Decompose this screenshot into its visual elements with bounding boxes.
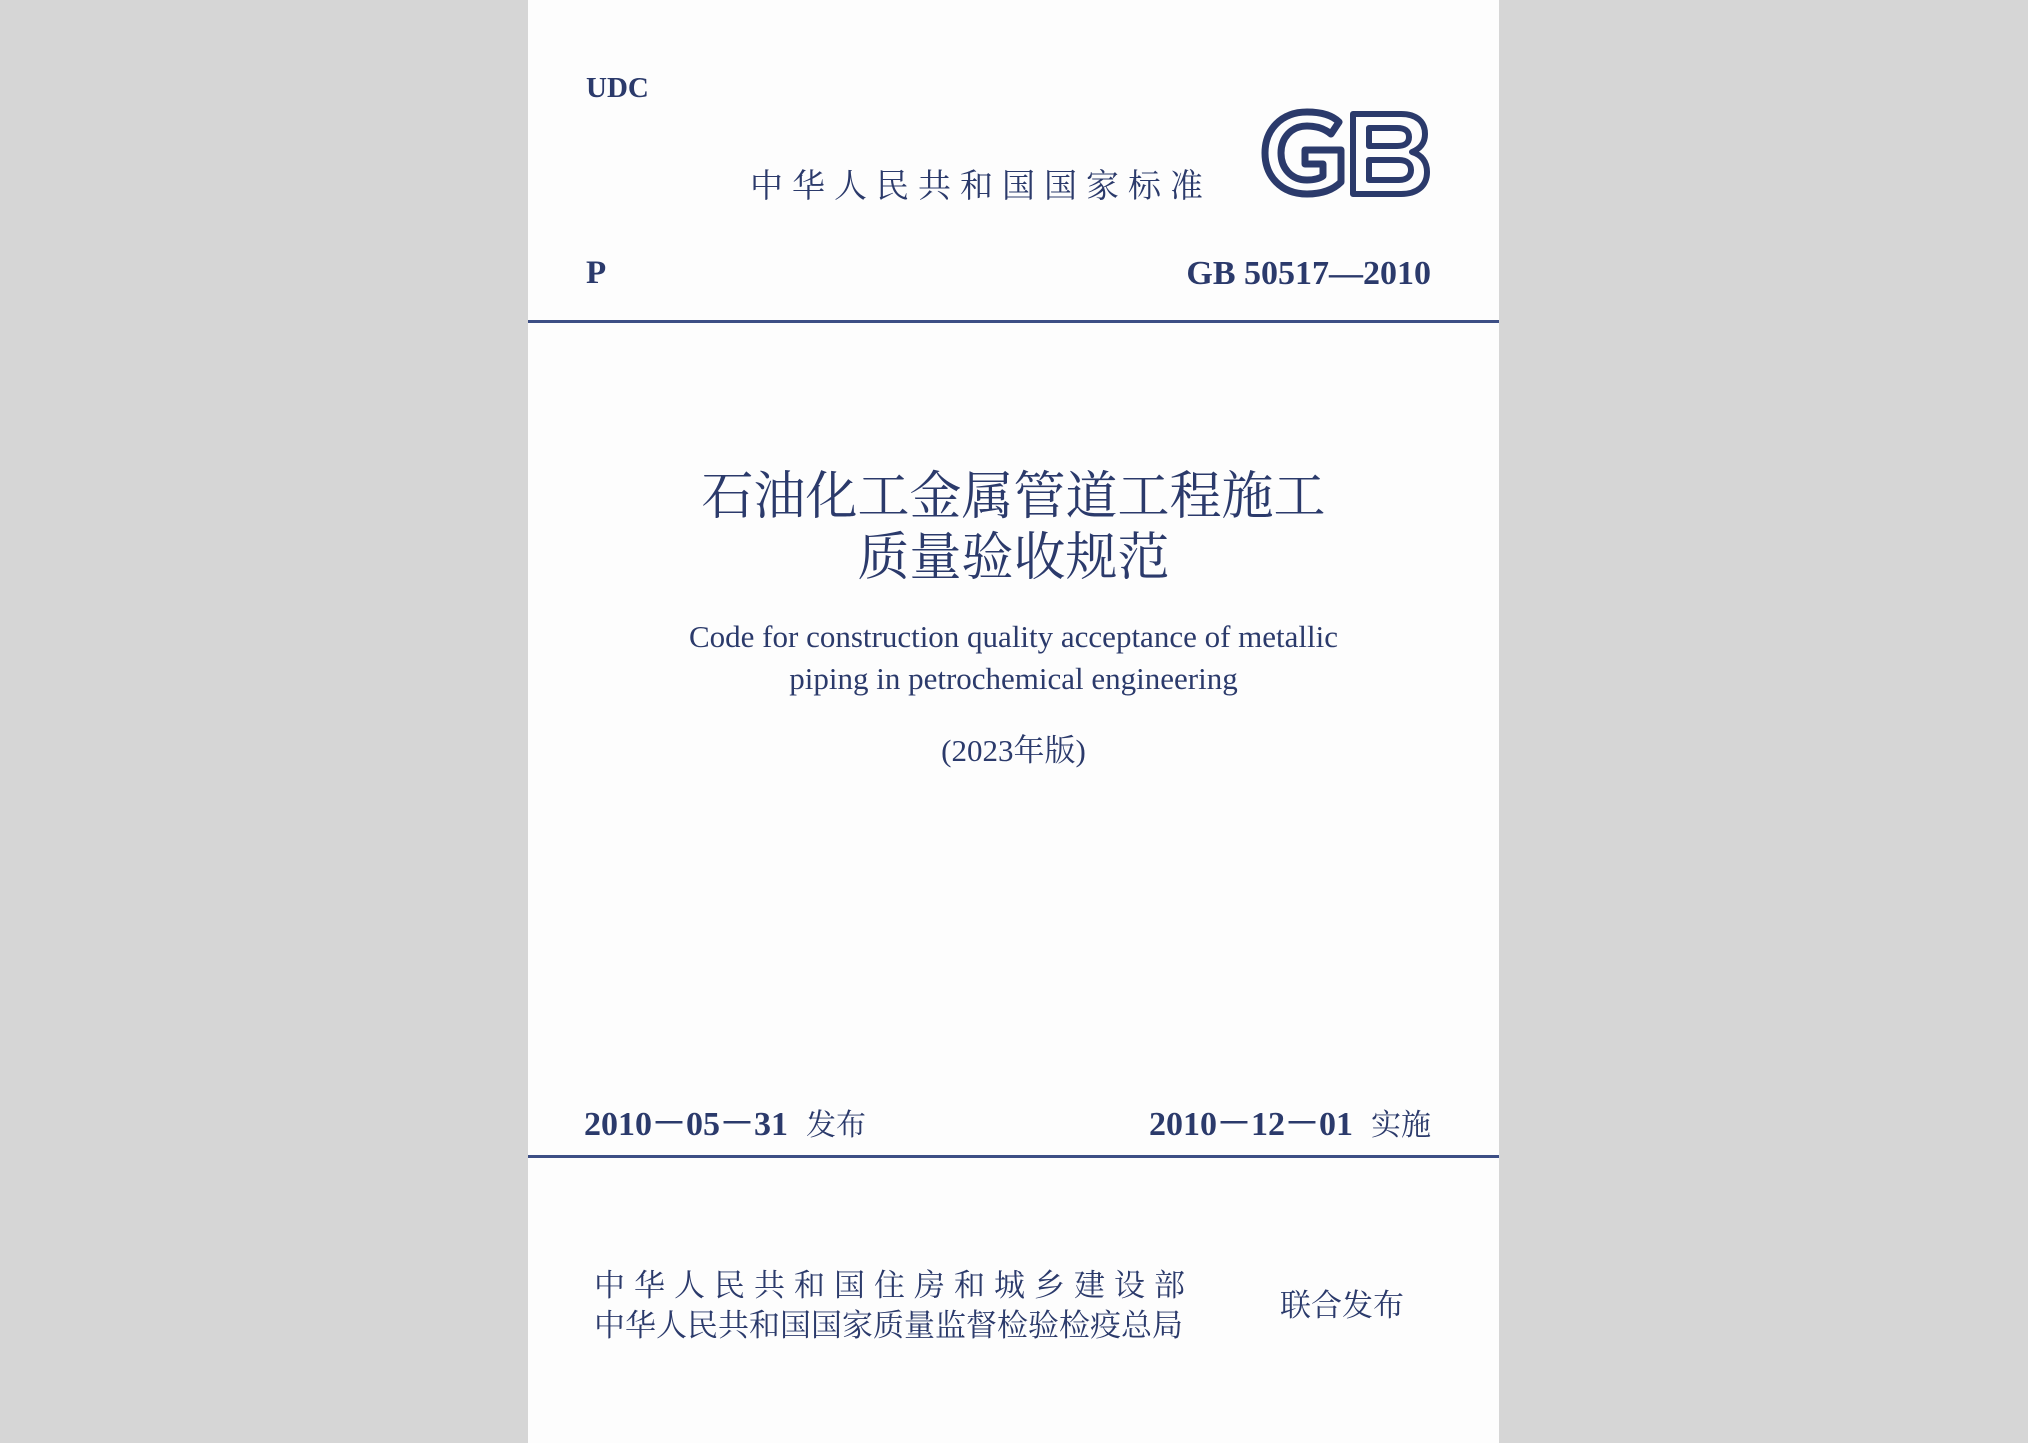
issuer-1: 中华人民共和国住房和城乡建设部 xyxy=(594,1268,1194,1304)
implement-date-block xyxy=(1149,1096,1431,1145)
bottom-divider xyxy=(528,1155,1499,1158)
document-cover xyxy=(528,0,1499,1443)
implement-date: 2010－12－01 xyxy=(1149,1106,1353,1143)
standard-number: GB 50517—2010 xyxy=(1186,255,1431,292)
gb-logo xyxy=(1261,108,1431,198)
title-en-line-2: piping in petrochemical engineering xyxy=(789,661,1238,696)
title-zh-line-1: 石油化工金属管道工程施工 xyxy=(701,469,1326,526)
issue-date-block xyxy=(584,1096,866,1145)
implement-label: 实施 xyxy=(1371,1108,1431,1143)
issue-date: 2010－05－31 xyxy=(584,1106,788,1143)
title-zh-line-2: 质量验收规范 xyxy=(857,530,1170,587)
joint-issue-label: 联合发布 xyxy=(1280,1288,1404,1324)
top-divider xyxy=(528,320,1499,323)
issuer-2: 中华人民共和国国家质量监督检验检疫总局 xyxy=(594,1308,1183,1344)
issue-label: 发布 xyxy=(806,1108,866,1143)
category-code: P xyxy=(586,255,607,291)
national-standard-heading: 中华人民共和国国家标准 xyxy=(750,166,1212,205)
udc-label: UDC xyxy=(586,72,649,104)
title-en-line-1: Code for construction quality acceptance of metallic xyxy=(688,619,1339,654)
edition-label: (2023年版) xyxy=(941,733,1086,768)
